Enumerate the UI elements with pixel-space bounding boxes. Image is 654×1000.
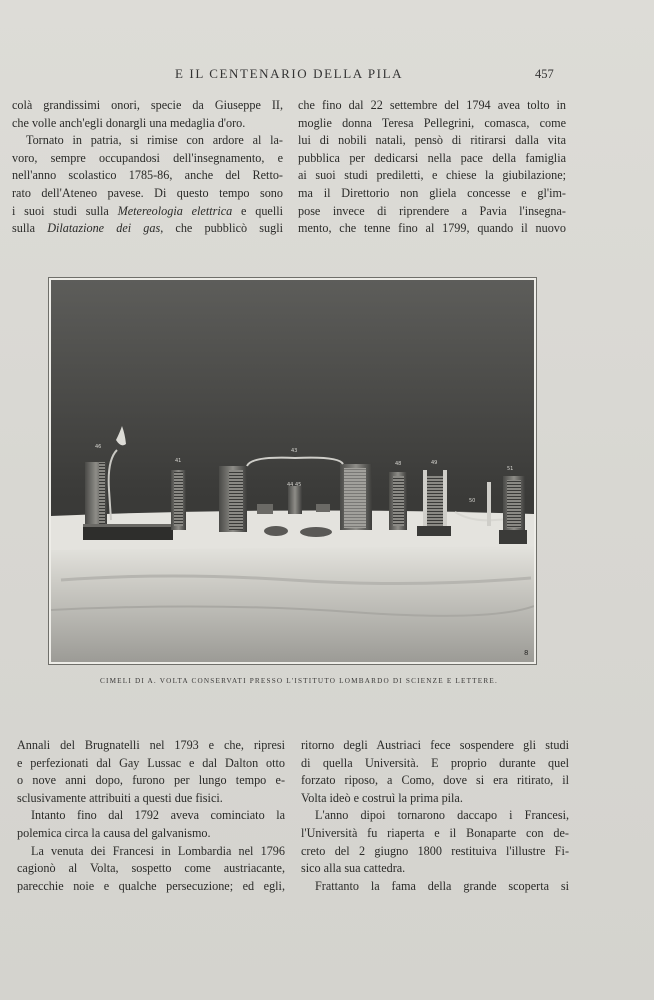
text-line: che volle anch'egli donargli una medaglia d'oro. <box>12 115 246 130</box>
text-line: Annali del Brugnatelli nel 1793 e che, ripresi <box>17 738 285 752</box>
text-line: pubblica per dedicarsi nella pace della famiglia <box>298 150 566 165</box>
text-line: pose invece di riprendere a Pavia l'insegna- <box>298 203 566 218</box>
text-line: cagionò al Volta, sospetto come austriacante, <box>17 861 285 876</box>
text-line: Intanto fino dal 1792 aveva cominciato la <box>31 808 285 823</box>
text-fragment: i suoi studi sulla <box>12 203 109 218</box>
figure-caption: CIMELI DI A. VOLTA CONSERVATI PRESSO L'ISTITUTO LOMBARDO DI SCIENZE E LETTERE. <box>100 677 498 685</box>
specimen-label: 46 <box>95 444 102 450</box>
text-line: ritorno degli Austriaci fece sospendere gli studi <box>301 738 569 752</box>
table-cloth <box>51 542 534 662</box>
text-line: parecchie noie e qualche persecuzione; ed egli, <box>17 878 285 893</box>
text-line: forzato riposo, a Como, dove si era ritirato, il <box>301 773 569 788</box>
text-line <box>12 203 283 221</box>
text-line: Volta ideò e costruì la prima pila. <box>301 790 463 805</box>
text-line: sico alla sua cattedra. <box>301 861 406 876</box>
text-line: lui di nobili natali, pensò di ritirarsi dalla vita <box>298 133 566 148</box>
apparatus-48 <box>389 472 407 530</box>
top-left-column <box>12 97 283 238</box>
specimen-label: 50 <box>469 498 476 504</box>
volta-relics-photograph <box>48 277 537 665</box>
text-line: sclusivamente attribuiti a questi due fisici. <box>17 790 223 805</box>
text-line: e perfezionati dal Gay Lussac e dal Dalton otto <box>17 755 285 770</box>
top-right-column <box>298 97 566 238</box>
text-line: rato dell'Ateneo pavese. Di questo tempo sono <box>12 185 283 200</box>
bottom-right-column <box>301 737 569 895</box>
text-line: ai suoi studi prediletti, e chiese la giubilazione; <box>298 168 566 183</box>
specimen-label: 43 <box>291 448 298 454</box>
italic-title: Metereologia elettrica <box>117 203 233 218</box>
photo-scene <box>51 280 534 662</box>
text-line: che fino dal 22 settembre del 1794 avea tolto in <box>298 98 566 112</box>
text-line: La venuta dei Francesi in Lombardia nel 1796 <box>31 843 285 858</box>
text-line: o nove anni dopo, furono per lungo tempo e- <box>17 773 285 788</box>
text-line: voro, sempre occupandosi dell'insegnamento, e <box>12 150 283 165</box>
text-line: Tornato in patria, si rimise con ardore al la- <box>26 133 283 148</box>
text-line: nell'anno scolastico 1785-86, anche del Retto- <box>12 168 283 183</box>
italic-title: Dilatazione dei gas <box>47 221 161 236</box>
specimen-label: 44 45 <box>287 482 302 488</box>
text-line: polemica circa la causa del galvanismo. <box>17 825 211 840</box>
specimen-label: 49 <box>431 460 438 466</box>
specimen-label: 48 <box>395 461 402 467</box>
apparatus-41 <box>171 470 186 530</box>
text-line: creto del 2 giugno 1800 restituiva l'illustre Fi- <box>301 843 569 858</box>
specimen-label: 41 <box>175 458 182 464</box>
specimen-label: 51 <box>507 466 514 472</box>
text-fragment: sulla <box>12 221 36 236</box>
text-line: l'Università fu riaperta e il Bonaparte con de- <box>301 825 569 840</box>
text-line <box>12 220 283 238</box>
running-title: E IL CENTENARIO DELLA PILA <box>175 66 404 81</box>
engraver-mark: 8 <box>524 649 529 657</box>
text-line: moglie donna Teresa Pellegrini, comasca, come <box>298 115 566 130</box>
text-fragment: , che pubblicò sugli <box>160 221 284 236</box>
page-number: 457 <box>535 67 554 81</box>
text-line: colà grandissimi onori, specie da Giuseppe II, <box>12 98 283 112</box>
text-line: di quella Università. E proprio durante quel <box>301 755 569 770</box>
text-fragment: e quelli <box>241 203 283 218</box>
text-line: Frattanto la fama della grande scoperta si <box>315 878 569 893</box>
text-line: ma il Direttorio non gliela concesse e gl'im- <box>298 185 566 200</box>
bottom-left-column <box>17 737 285 895</box>
text-line: mento, che tenne fino al 1799, quando il nuovo <box>298 221 566 236</box>
text-line: L'anno dipoi tornarono daccapo i Francesi, <box>315 808 569 823</box>
